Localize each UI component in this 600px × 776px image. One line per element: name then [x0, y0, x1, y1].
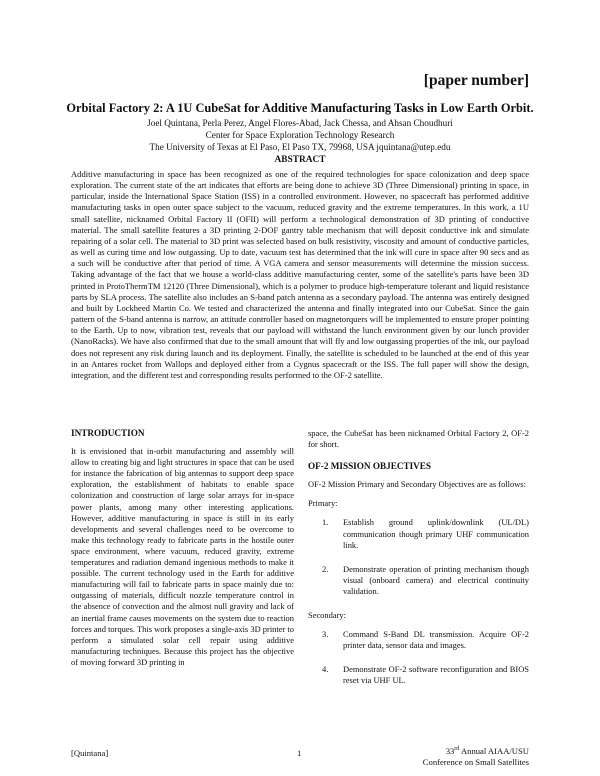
footer-author: [Quintana]: [71, 748, 109, 758]
objectives-intro: OF-2 Mission Primary and Secondary Objectives are as follows:: [308, 479, 526, 490]
secondary-objectives-list: [308, 629, 529, 686]
introduction-continuation: space, the CubeSat has been nicknamed Orbital Factory 2, OF-2 for short.: [308, 428, 529, 450]
affiliation: Center for Space Exploration Technology Research: [205, 130, 395, 140]
conf-line1: Annual AIAA/USU: [459, 746, 529, 756]
list-number: 3.: [322, 629, 329, 640]
conf-number: 33: [445, 746, 455, 756]
introduction-heading: INTRODUCTION: [71, 428, 145, 438]
list-number: 4.: [322, 664, 329, 675]
primary-label: Primary:: [308, 498, 338, 509]
list-number: 2.: [322, 563, 329, 574]
objectives-heading: OF-2 MISSION OBJECTIVES: [308, 461, 432, 472]
list-text: Demonstrate OF-2 software reconfiguration and BIOS reset via UHF UL.: [343, 664, 529, 686]
authors: Joel Quintana, Perla Perez, Angel Flores-Abad, Jack Chessa, and Ahsan Choudhuri: [147, 118, 453, 128]
paper-title: Orbital Factory 2: A 1U CubeSat for Additive Manufacturing Tasks in Low Earth Orbit.: [66, 101, 534, 115]
conf-line2: Conference on Small Satellites: [422, 757, 529, 767]
list-item: [308, 629, 529, 651]
left-column: [71, 428, 294, 668]
paper-number: [paper number]: [423, 72, 529, 89]
primary-objectives-list: [308, 517, 529, 597]
list-text: Demonstrate operation of printing mechanism though visual (onboard camera) and electrical continuity validation.: [343, 563, 529, 596]
abstract-heading: ABSTRACT: [274, 155, 326, 165]
secondary-label: Secondary:: [308, 610, 346, 621]
abstract-text: Additive manufacturing in space has been recognized as one of the required technologies for space colonization and deep space exploration. The current state of the art indicates that efforts are being done to achieve 3D (Three Dimensional) printing in space, in particular, inside the International Space Station (ISS) in a controlled environment. However, no spacecraft has performed additive manufacturing tasks in open outer space subject to the vacuum, reduced gravity and the extreme temperatures. In this work, a 1U small satellite, nicknamed Orbital Factory II (OFII) will perform a technological demonstration of 3D printing of conductive material. The small satellite features a 3D printing 2-DOF gantry table mechanism that will deposit conductive ink and simulate repairing of a solar cell. The material to 3D print was selected based on bulk resistivity, viscosity and amount of conductive particles, as well as curing time and low outgassing. Up to date, vacuum test has determined that the ink will cure in space after 90 secs and as a such will be conductive after that period of time. A VGA camera and sensor measurements will determine the mission success. Taking advantage of the fact that we house a world-class additive manufacturing center, some of the satellite's parts have been 3D printed in ProtoThermTM 12120 (Three Dimensional), which is a polymer to produce high-temperature tolerant and liquid resistance parts by SLA process. The satellite also includes an S-band patch antenna as a secondary payload. The antenna was entirely designed and built by Lockheed Martin Co. We tested and characterized the antenna and finally integrated into our CubeSat. Since the gain pattern of the S-band antenna is narrow, an attitude controller based on magnetorquers will be implemented to ensure proper pointing to the Earth. Up to now, vibration test, reveals that our payload will withstand the lunch environment given by our lunch provider (NanoRacks). We have also confirmed that due to the small amount that will fly and low outgassing properties of the ink, our payload does not represent any risk during launch and its deployment. Finally, the satellite is scheduled to be launched at the end of this year in an Antares rocket from Wallops and deployed either from a Cygnus spacecraft or the ISS. The full paper will show the design, integration, and the different test and corresponding results performed to the OF-2 satellite.: [71, 169, 529, 380]
list-text: Command S-Band DL transmission. Acquire OF-2 printer data, sensor data and images.: [343, 629, 529, 651]
footer-conference: [423, 746, 529, 768]
list-item: [308, 517, 529, 550]
list-text: Establish ground uplink/downlink (UL/DL) communication though primary UHF communication link.: [343, 517, 529, 550]
page-number: 1: [297, 748, 302, 758]
conf-suffix: rd: [454, 746, 460, 753]
address: The University of Texas at El Paso, El Paso TX, 79968, USA jquintana@utep.edu: [149, 142, 451, 152]
right-column: [308, 428, 529, 700]
list-item: [308, 664, 529, 686]
list-number: 1.: [322, 517, 329, 528]
introduction-text: It is envisioned that in-orbit manufacturing and assembly will allow to creating big and light structures in space that can be used for instance the fabrication of big antennas to support deep space exploration, the establishment of habitats to enable space colonization and construction of large solar arrays for in-space power plants, among many other interesting applications. However, additive manufacturing in space is still in its early developments and several challenges need to be overcome to make this technology ready to fabricate parts in the hostile outer space environment, where vacuum, reduced gravity, extreme temperatures and radiation demand ingenious methods to make it possible. The current technology used in the Earth for additive manufacturing will fail to fabricate parts in space mainly due to: outgassing of materials, difficult nozzle temperature control in the absence of convection and the almost null gravity and lack of an inertial frame causes movements on the system due to reaction forces and torques. This work proposes a single-axis 3D printer to perform a simulated solar cell repair using additive manufacturing techniques. Because this project has the objective of moving forward 3D printing in: [71, 446, 294, 667]
list-item: [308, 564, 529, 597]
